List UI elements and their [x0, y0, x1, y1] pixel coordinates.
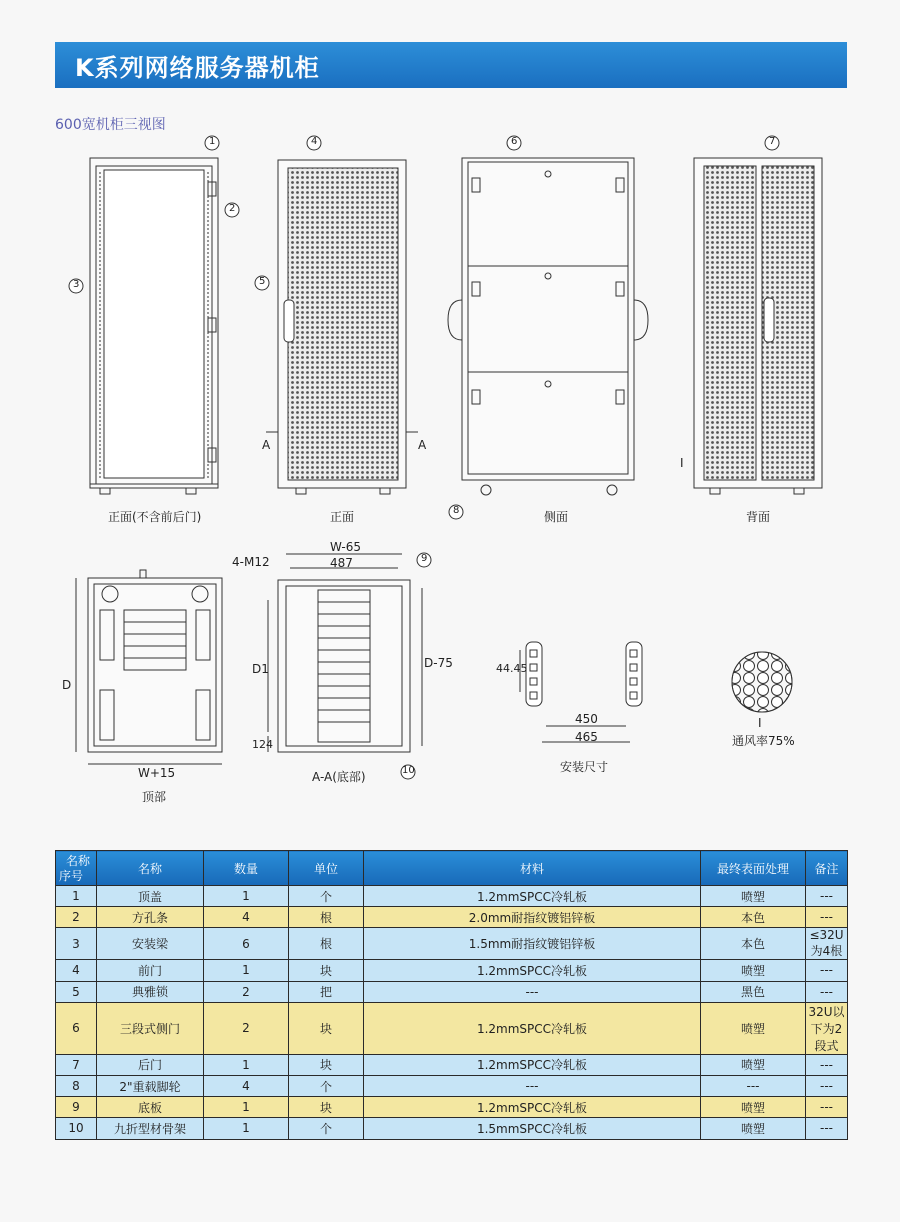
header-name: 名称 — [97, 851, 204, 886]
table-cell-name: 安装梁 — [97, 928, 204, 960]
dim-465: 465 — [575, 730, 598, 744]
table-row — [56, 1054, 848, 1075]
table-cell-note: --- — [806, 981, 848, 1002]
dim-w65: W-65 — [330, 540, 361, 554]
callout-1: 1 — [209, 136, 216, 147]
table-cell-material: 1.2mmSPCC冷轧板 — [364, 1002, 701, 1054]
table-cell-note: --- — [806, 960, 848, 981]
table-row — [56, 1002, 848, 1054]
table-cell-finish: 本色 — [701, 907, 806, 928]
table-cell-finish: 喷塑 — [701, 1097, 806, 1118]
table-cell-no: 6 — [56, 1002, 97, 1054]
callout-2: 2 — [229, 203, 236, 214]
header-corner: 名称 序号 — [56, 851, 97, 886]
table-cell-no: 4 — [56, 960, 97, 981]
table-cell-unit: 根 — [289, 907, 364, 928]
callout-9: 9 — [421, 553, 428, 564]
table-cell-note: --- — [806, 1097, 848, 1118]
page-title: K系列网络服务器机柜 — [75, 54, 320, 82]
table-row — [56, 981, 848, 1002]
dim-m12: 4-M12 — [232, 555, 270, 569]
table-cell-qty: 1 — [204, 1118, 289, 1139]
table-cell-unit: 块 — [289, 1097, 364, 1118]
section-title: 600宽机柜三视图 — [55, 117, 166, 133]
table-cell-name: 方孔条 — [97, 907, 204, 928]
detail-mark-vent: I — [758, 716, 762, 730]
table-cell-finish: 本色 — [701, 928, 806, 960]
table-cell-name: 典雅锁 — [97, 981, 204, 1002]
table-row — [56, 1118, 848, 1139]
table-cell-finish: 喷塑 — [701, 1118, 806, 1139]
table-cell-material: --- — [364, 981, 701, 1002]
table-cell-finish: 喷塑 — [701, 1054, 806, 1075]
table-cell-unit: 个 — [289, 1075, 364, 1096]
top-view — [76, 570, 222, 764]
table-cell-no: 1 — [56, 886, 97, 907]
table-cell-qty: 1 — [204, 1054, 289, 1075]
table-cell-note: --- — [806, 1054, 848, 1075]
table-cell-note: --- — [806, 907, 848, 928]
caption-front: 正面 — [330, 510, 355, 524]
table-cell-note: --- — [806, 1075, 848, 1096]
bottom-section-view — [268, 554, 422, 752]
section-mark-left: A — [262, 438, 271, 452]
table-cell-no: 2 — [56, 907, 97, 928]
table-row — [56, 886, 848, 907]
caption-bottom-section: A-A(底部) — [312, 770, 366, 784]
table-cell-qty: 4 — [204, 907, 289, 928]
callout-10: 10 — [402, 765, 415, 776]
table-cell-name: 后门 — [97, 1054, 204, 1075]
table-row — [56, 907, 848, 928]
dim-450: 450 — [575, 712, 598, 726]
table-cell-finish: 黑色 — [701, 981, 806, 1002]
table-cell-unit: 把 — [289, 981, 364, 1002]
table-cell-finish: 喷塑 — [701, 960, 806, 981]
table-cell-qty: 2 — [204, 981, 289, 1002]
caption-back: 背面 — [746, 510, 771, 524]
dim-124: 124 — [252, 738, 273, 751]
table-cell-unit: 块 — [289, 1054, 364, 1075]
callout-4: 4 — [311, 136, 318, 147]
header-finish: 最终表面处理 — [701, 851, 806, 886]
table-cell-no: 10 — [56, 1118, 97, 1139]
dim-d1: D1 — [252, 662, 269, 676]
header-qty: 数量 — [204, 851, 289, 886]
table-cell-material: 1.5mmSPCC冷轧板 — [364, 1118, 701, 1139]
table-cell-note: ≤32U为4根 — [806, 928, 848, 960]
table-cell-unit: 块 — [289, 1002, 364, 1054]
table-cell-finish: 喷塑 — [701, 886, 806, 907]
table-cell-name: 2"重载脚轮 — [97, 1075, 204, 1096]
table-cell-note: --- — [806, 886, 848, 907]
table-cell-qty: 2 — [204, 1002, 289, 1054]
ventilation-detail — [732, 652, 792, 712]
caption-ventilation: 通风率75% — [732, 734, 795, 748]
table-cell-qty: 4 — [204, 1075, 289, 1096]
table-cell-qty: 1 — [204, 1097, 289, 1118]
table-cell-qty: 1 — [204, 886, 289, 907]
table-cell-material: 1.5mm耐指纹镀铝锌板 — [364, 928, 701, 960]
table-cell-name: 九折型材骨架 — [97, 1118, 204, 1139]
header-note: 备注 — [806, 851, 848, 886]
side-view — [448, 158, 648, 495]
back-view — [694, 158, 822, 494]
section-mark-right: A — [418, 438, 427, 452]
callout-8: 8 — [453, 505, 460, 516]
dim-4445: 44.45 — [496, 662, 528, 675]
table-cell-finish: 喷塑 — [701, 1002, 806, 1054]
table-cell-unit: 块 — [289, 960, 364, 981]
header-material: 材料 — [364, 851, 701, 886]
front-view-no-door — [90, 158, 218, 494]
header-unit: 单位 — [289, 851, 364, 886]
table-cell-no: 9 — [56, 1097, 97, 1118]
table-cell-material: 1.2mmSPCC冷轧板 — [364, 960, 701, 981]
caption-top: 顶部 — [142, 790, 167, 804]
table-cell-material: --- — [364, 1075, 701, 1096]
table-cell-no: 5 — [56, 981, 97, 1002]
mounting-view — [520, 642, 642, 742]
table-cell-material: 2.0mm耐指纹镀铝锌板 — [364, 907, 701, 928]
callout-3: 3 — [73, 279, 80, 290]
table-cell-name: 顶盖 — [97, 886, 204, 907]
table-cell-note: 32U以下为2段式 — [806, 1002, 848, 1054]
table-row — [56, 928, 848, 960]
table-cell-note: --- — [806, 1118, 848, 1139]
table-cell-unit: 根 — [289, 928, 364, 960]
table-cell-material: 1.2mmSPCC冷轧板 — [364, 1097, 701, 1118]
table-row — [56, 1097, 848, 1118]
table-cell-unit: 个 — [289, 886, 364, 907]
detail-mark-back: I — [680, 456, 684, 470]
callout-6: 6 — [511, 136, 518, 147]
table-cell-no: 3 — [56, 928, 97, 960]
callout-7: 7 — [769, 136, 776, 147]
table-cell-no: 8 — [56, 1075, 97, 1096]
caption-front-no-door: 正面(不含前后门) — [108, 510, 202, 524]
spec-table-header — [56, 851, 848, 886]
table-row — [56, 1075, 848, 1096]
table-cell-qty: 1 — [204, 960, 289, 981]
table-cell-name: 前门 — [97, 960, 204, 981]
dim-w15: W+15 — [138, 766, 176, 780]
callout-5: 5 — [259, 276, 266, 287]
table-cell-qty: 6 — [204, 928, 289, 960]
caption-mounting: 安装尺寸 — [560, 760, 609, 774]
dim-487: 487 — [330, 556, 353, 570]
table-cell-name: 三段式侧门 — [97, 1002, 204, 1054]
table-cell-name: 底板 — [97, 1097, 204, 1118]
spec-table — [55, 850, 848, 1140]
dim-d75: D-75 — [424, 656, 453, 670]
table-cell-material: 1.2mmSPCC冷轧板 — [364, 886, 701, 907]
table-cell-finish: --- — [701, 1075, 806, 1096]
table-row — [56, 960, 848, 981]
front-view — [266, 160, 418, 494]
dim-d: D — [62, 678, 72, 692]
table-cell-unit: 个 — [289, 1118, 364, 1139]
table-cell-material: 1.2mmSPCC冷轧板 — [364, 1054, 701, 1075]
table-cell-no: 7 — [56, 1054, 97, 1075]
caption-side: 侧面 — [544, 510, 569, 524]
